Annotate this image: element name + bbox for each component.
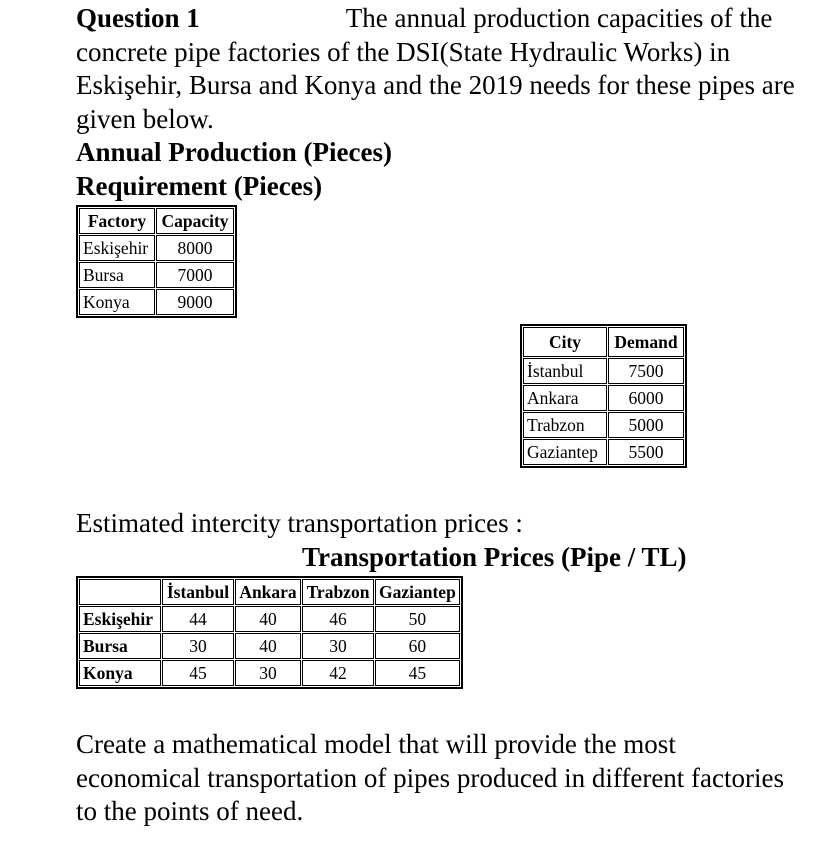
table-row	[79, 660, 460, 686]
price-cell: 46	[302, 606, 374, 632]
price-cell: 44	[162, 606, 234, 632]
price-cell: 42	[302, 660, 374, 686]
column-header: Factory	[79, 208, 155, 234]
factory-name: Bursa	[79, 262, 155, 288]
price-cell: 45	[375, 660, 460, 686]
column-header: City	[523, 327, 607, 357]
row-header: Eskişehir	[79, 606, 161, 632]
row-header: Konya	[79, 660, 161, 686]
table-header-row	[79, 579, 460, 605]
demand-value: 6000	[608, 385, 684, 411]
city-demand-table	[520, 324, 687, 468]
table-header-row	[523, 327, 684, 357]
table-row	[79, 606, 460, 632]
column-header: Ankara	[235, 579, 301, 605]
table-row	[523, 439, 684, 465]
transportation-price-table	[76, 576, 463, 689]
demand-value: 7500	[608, 358, 684, 384]
transportation-prices-heading: Transportation Prices (Pipe / TL)	[302, 542, 687, 572]
price-cell: 40	[235, 606, 301, 632]
column-header: Demand	[608, 327, 684, 357]
column-header: Gaziantep	[375, 579, 460, 605]
demand-value: 5500	[608, 439, 684, 465]
price-cell: 30	[235, 660, 301, 686]
column-header: Trabzon	[302, 579, 374, 605]
table-row	[523, 358, 684, 384]
estimated-prices-heading: Estimated intercity transportation prices :	[76, 508, 523, 538]
table-row	[523, 412, 684, 438]
city-name: Ankara	[523, 385, 607, 411]
column-header: İstanbul	[162, 579, 234, 605]
factory-capacity-table	[76, 205, 237, 318]
question-text: The annual production capacities of the concrete pipe factories of the DSI(State Hydraulic Works) in Eskişehir, Bursa and Konya and the 2019 needs for these pipes are given below.	[76, 3, 795, 134]
price-cell: 45	[162, 660, 234, 686]
requirement-heading: Requirement (Pieces)	[76, 171, 323, 201]
factory-name: Eskişehir	[79, 235, 155, 261]
table-row	[79, 262, 234, 288]
city-name: Gaziantep	[523, 439, 607, 465]
corner-cell	[79, 579, 161, 605]
demand-value: 5000	[608, 412, 684, 438]
factory-name: Konya	[79, 289, 155, 315]
city-name: İstanbul	[523, 358, 607, 384]
city-name: Trabzon	[523, 412, 607, 438]
price-cell: 30	[162, 633, 234, 659]
table-row	[79, 289, 234, 315]
question-intro	[76, 2, 806, 136]
production-heading: Annual Production (Pieces)	[76, 137, 392, 167]
table-row	[79, 633, 460, 659]
row-header: Bursa	[79, 633, 161, 659]
question-label: Question 1	[76, 3, 200, 33]
price-cell: 30	[302, 633, 374, 659]
price-cell: 40	[235, 633, 301, 659]
table-header-row	[79, 208, 234, 234]
price-cell: 60	[375, 633, 460, 659]
capacity-value: 9000	[156, 289, 234, 315]
capacity-value: 8000	[156, 235, 234, 261]
price-cell: 50	[375, 606, 460, 632]
capacity-value: 7000	[156, 262, 234, 288]
table-row	[79, 235, 234, 261]
model-instruction: Create a mathematical model that will provide the most economical transportation of pipes produced in different factories to the points of need.	[76, 729, 784, 826]
column-header: Capacity	[156, 208, 234, 234]
table-row	[523, 385, 684, 411]
